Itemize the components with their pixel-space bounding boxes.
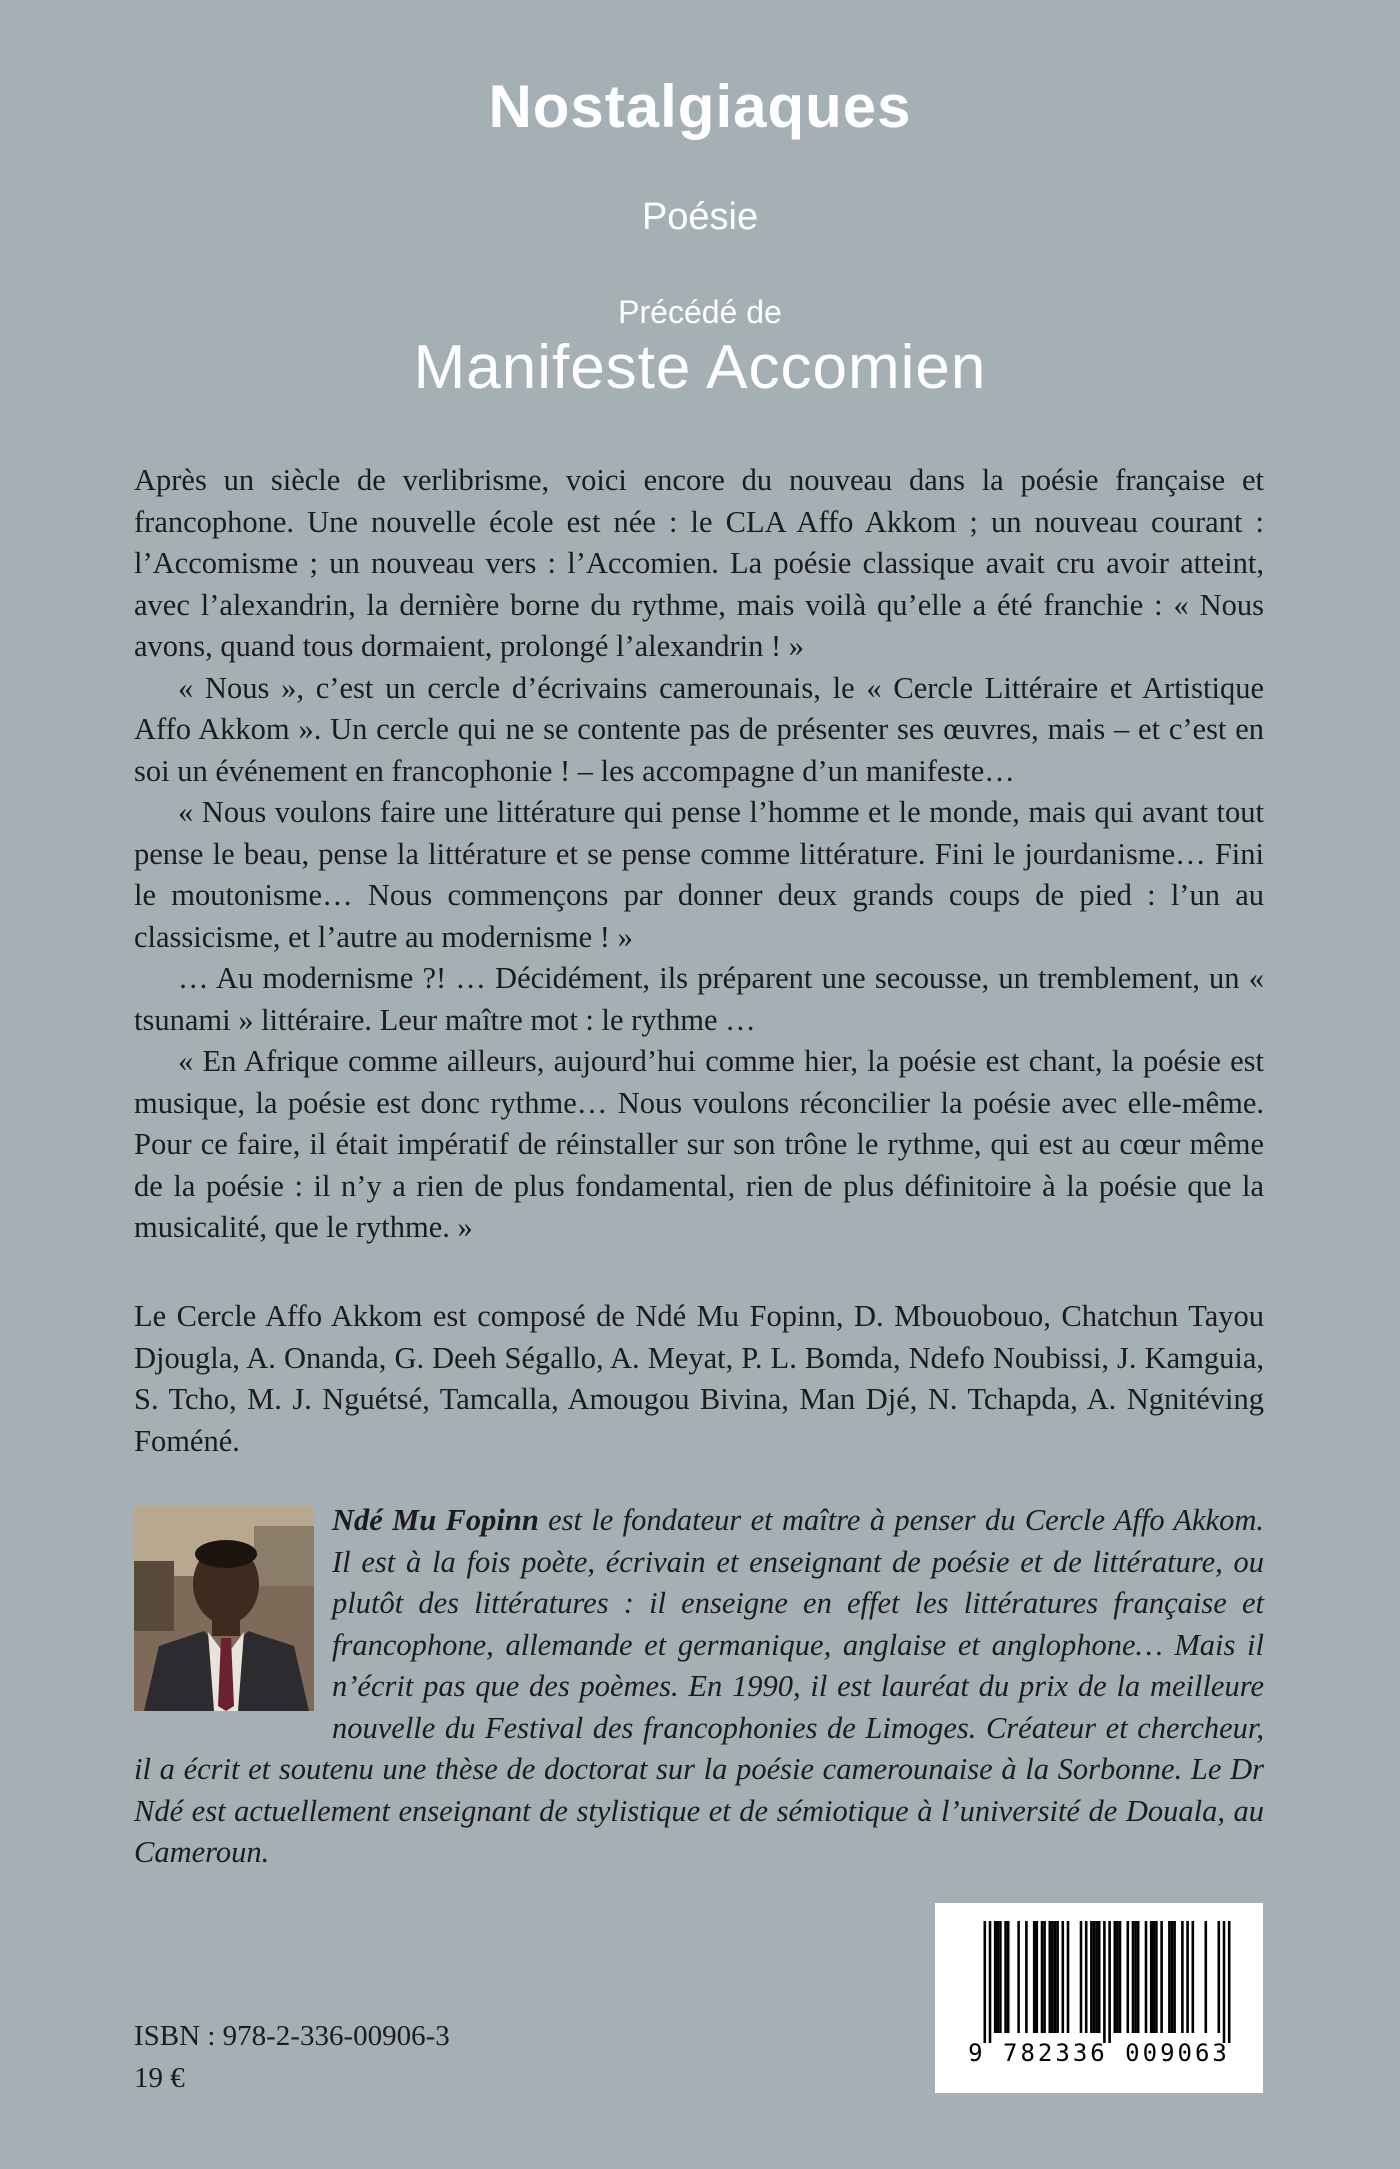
barcode-bar [1205, 1921, 1208, 2033]
barcode-bar [1134, 1921, 1137, 2033]
author-portrait-image [134, 1506, 314, 1711]
barcode-bar [1137, 1921, 1140, 2033]
circle-members: Le Cercle Affo Akkom est composé de Ndé Mu Fopinn, D. Mbouobouo, Chatchun Tayou Djougla, A. Onanda, G. Deeh Ségallo, A. Meyat, P. L. Bomda, Ndefo Noubissi, J. Kamguia, S. Tcho, M. J. Nguétsé, Tamcalla, Amougou Bivina, Man Djé, N. Tchapda, A. Ngnitéving Foméné. [134, 1299, 1264, 1458]
barcode-bar [1218, 1921, 1221, 2033]
author-photo [134, 1506, 314, 1711]
barcode-bar [994, 1921, 997, 2033]
blurb-paragraph: « En Afrique comme ailleurs, aujourd’hui comme hier, la poésie est chant, la poésie est musique, la poésie est donc rythme… Nous voulons réconcilier la poésie avec elle-même. Pour ce faire, il était impératif de réinstaller sur son trône le rythme, qui est au cœur même de la poésie : il n’y a rien de plus fondamental, rien de plus définitoire à la poésie que la musicalité, que le rythme. » [134, 1044, 1264, 1244]
isbn: ISBN : 978-2-336-00906-3 [134, 2020, 450, 2052]
barcode-bar [1160, 1921, 1163, 2033]
barcode-bar [1171, 1921, 1174, 2033]
blurb-paragraph: Après un siècle de verlibrisme, voici encore du nouveau dans la poésie française et francophone. Une nouvelle école est née : le CLA Affo Akkom ; un nouveau courant : l’Accomisme ; un nouveau vers : l’Accomien. La poésie classique avait cru avoir atteint, avec l’alexandrin, la dernière borne du rythme, mais voilà qu’elle a été franchie : « Nous avons, quand tous dormaient, prolongé l’alexandrin ! » [134, 463, 1264, 663]
barcode-bar [1067, 1921, 1070, 2033]
preceded-by-label: Précédé de [618, 294, 782, 330]
barcode-bar [989, 1921, 992, 2043]
barcode-bar [1017, 1921, 1020, 2033]
barcode-bar [1041, 1921, 1044, 2033]
barcode-bar [1062, 1921, 1065, 2033]
barcode-bar [1145, 1921, 1148, 2033]
barcode-bar [1085, 1921, 1088, 2033]
barcode-bar [997, 1921, 1000, 2033]
barcode-bar [1090, 1921, 1093, 2033]
barcode-bar [1173, 1921, 1176, 2033]
barcode-bar [1056, 1921, 1059, 2033]
barcode-bar [1132, 1921, 1135, 2033]
blurb-paragraph: … Au modernisme ?! … Décidément, ils préparent une secousse, un tremblement, un « tsunami » littéraire. Leur maître mot : le rythme … [134, 961, 1264, 1037]
author-name: Ndé Mu Fopinn [332, 1503, 539, 1537]
barcode-bar [1150, 1921, 1153, 2033]
barcode-bar [1025, 1921, 1028, 2033]
barcode-bar [1051, 1921, 1054, 2033]
barcode-bar [984, 1921, 987, 2043]
barcode-bar [1033, 1921, 1036, 2033]
barcode-bar [1093, 1921, 1096, 2033]
barcode-number: 9 782336 009063 [968, 2039, 1230, 2067]
barcode-bar [1080, 1921, 1083, 2033]
book-title: Nostalgiaques [488, 73, 912, 140]
author-bio-text: est le fondateur et maître à penser du Cercle Affo Akkom. Il est à la fois poète, écrivain et enseignant de poésie et de littérature, ou plutôt des littératures : il enseigne en effet les littératures française et francophone, allemande et germanique, anglaise et anglophone… Mais il n’écrit pas que des poèmes. En 1990, il est lauréat du prix de la meilleure nouvelle du Festival des francophonies de Limoges. Créateur et chercheur, il a écrit et soutenu une thèse de doctorat sur la poésie camerounaise à la Sorbonne. Le Dr Ndé est actuellement enseignant de stylistique et de sémiotique à l’université de Douala, au Cameroun. [134, 1503, 1264, 1869]
barcode-bar [1127, 1921, 1130, 2033]
price: 19 € [134, 2062, 185, 2094]
barcode-bar [1108, 1921, 1111, 2043]
barcode-bar [1186, 1921, 1189, 2033]
barcode-bar [1036, 1921, 1039, 2033]
barcode-bar [999, 1921, 1002, 2033]
barcode-bar [1103, 1921, 1106, 2043]
blurb-paragraph: « Nous voulons faire une littérature qui pense l’homme et le monde, mais qui avant tout pense le beau, pense la littérature et se pense comme littérature. Fini le jourdanisme… Fini le moutonisme… Nous commençons par donner deux grands coups de pied : l’un au classicisme, et l’autre au modernisme ! » [134, 795, 1264, 954]
barcode-bar [1114, 1921, 1117, 2033]
barcode-bar [1007, 1921, 1010, 2033]
barcode-bar [1228, 1921, 1231, 2043]
barcode-bar [1192, 1921, 1195, 2033]
barcode-bar [1095, 1921, 1098, 2033]
barcode-bar [1054, 1921, 1057, 2033]
barcode-bar [1116, 1921, 1119, 2033]
genre-label: Poésie [641, 196, 759, 238]
barcode-bar [1223, 1921, 1226, 2043]
barcode-bar [1155, 1921, 1158, 2033]
manifesto-title: Manifeste Accomien [413, 333, 987, 402]
barcode-bar [1119, 1921, 1122, 2033]
barcode-bar [1153, 1921, 1156, 2033]
blurb [134, 460, 1264, 1249]
barcode-bar [1181, 1921, 1184, 2033]
barcode-bar [1049, 1921, 1052, 2033]
barcode-bar [1043, 1921, 1046, 2033]
barcode [935, 1903, 1263, 2093]
barcode-bar [1168, 1921, 1171, 2033]
barcode-bar [1098, 1921, 1101, 2033]
barcode-bar [1004, 1921, 1007, 2033]
blurb-paragraph: « Nous », c’est un cercle d’écrivains camerounais, le « Cercle Littéraire et Artistique Affo Akkom ». Un cercle qui ne se contente pas de présenter ses œuvres, mais – et c’est en soi un événement en francophonie ! – les accompagne d’un manifeste… [134, 670, 1264, 788]
